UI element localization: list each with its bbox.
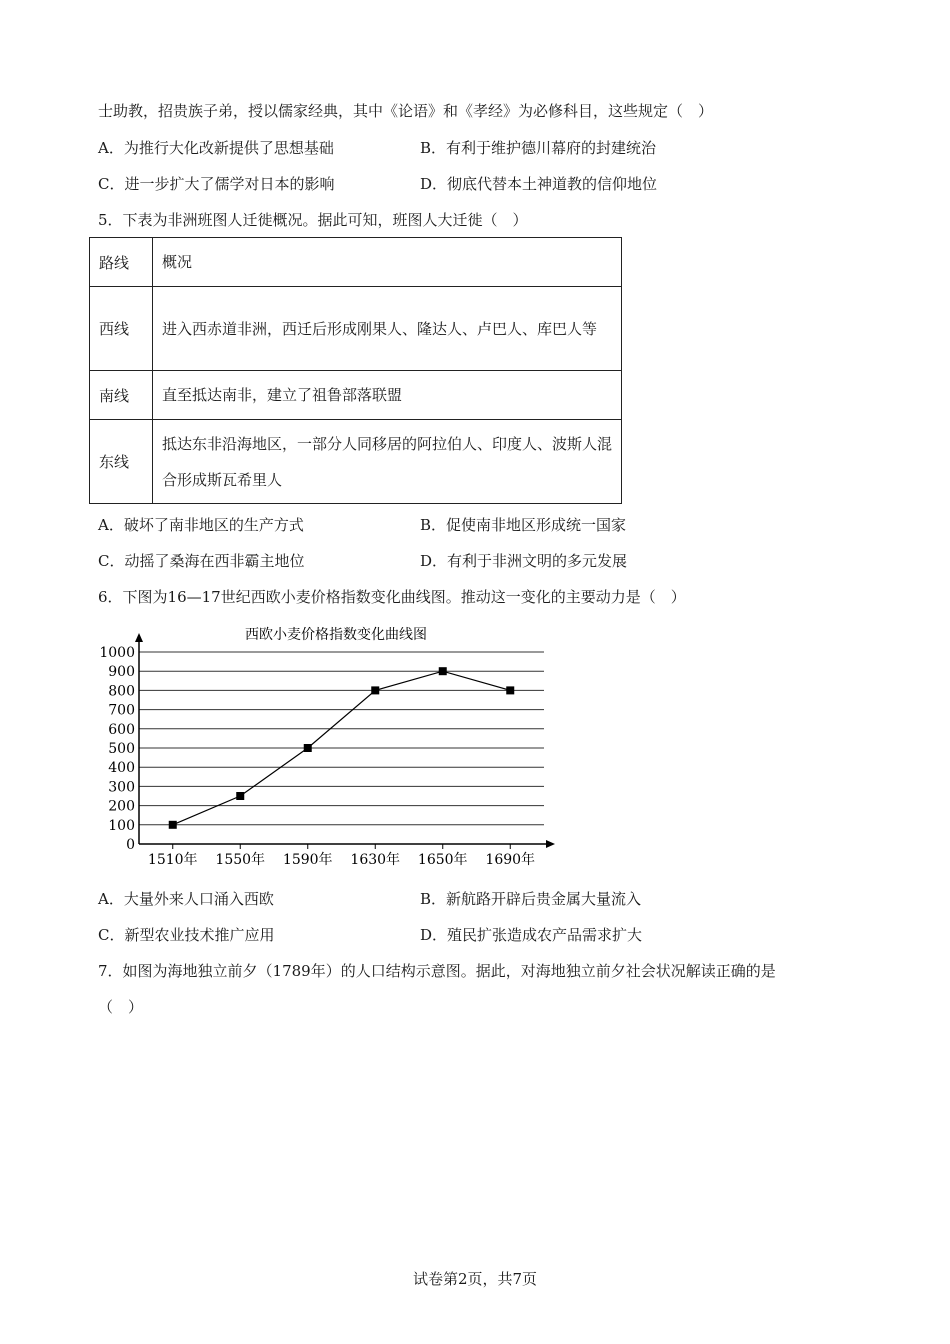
data-point xyxy=(439,667,447,675)
q4-option-b: B．有利于维护德川幕府的封建统治 xyxy=(420,139,657,157)
y-tick-label: 100 xyxy=(108,817,135,834)
table-cell-desc: 进入西赤道非洲，西迁后形成刚果人、隆达人、卢巴人、库巴人等 xyxy=(153,287,622,371)
x-tick-label: 1650年 xyxy=(417,852,468,868)
q6-option-c: C．新型农业技术推广应用 xyxy=(98,926,275,944)
q6-option-a: A．大量外来人口涌入西欧 xyxy=(98,890,274,908)
table-cell-route: 西线 xyxy=(90,287,153,371)
q7-stem: 7．如图为海地独立前夕（1789年）的人口结构示意图。据此，对海地独立前夕社会状况解读正确的是 xyxy=(98,962,776,980)
x-tick-label: 1630年 xyxy=(350,852,401,868)
q5-option-a: A．破坏了南非地区的生产方式 xyxy=(98,516,304,534)
table-cell-desc: 直至抵达南非，建立了祖鲁部落联盟 xyxy=(153,371,622,420)
wheat-price-chart xyxy=(88,620,558,875)
table-row xyxy=(90,420,622,504)
table-cell-route: 东线 xyxy=(90,420,153,504)
table-cell-desc: 抵达东非沿海地区，一部分人同移居的阿拉伯人、印度人、波斯人混合形成斯瓦希里人 xyxy=(153,420,622,504)
table-header-route: 路线 xyxy=(90,238,153,287)
y-axis-arrow xyxy=(135,633,143,642)
y-tick-label: 400 xyxy=(108,760,135,777)
x-tick-label: 1690年 xyxy=(485,852,536,868)
data-point xyxy=(304,744,312,752)
bantu-migration-table xyxy=(89,237,622,504)
q4-option-c: C．进一步扩大了儒学对日本的影响 xyxy=(98,175,335,193)
data-point xyxy=(236,792,244,800)
y-tick-label: 300 xyxy=(108,779,135,796)
table-row xyxy=(90,287,622,371)
q4-option-d: D．彻底代替本土神道教的信仰地位 xyxy=(420,175,658,193)
y-tick-label: 600 xyxy=(108,721,135,738)
y-tick-label: 800 xyxy=(108,683,135,700)
chart-title: 西欧小麦价格指数变化曲线图 xyxy=(245,627,427,643)
q5-option-b: B．促使南非地区形成统一国家 xyxy=(420,516,627,534)
data-point xyxy=(371,686,379,694)
y-tick-label: 0 xyxy=(126,837,135,853)
y-tick-label: 700 xyxy=(108,702,135,719)
table-cell-route: 南线 xyxy=(90,371,153,420)
x-tick-label: 1550年 xyxy=(215,852,266,868)
data-point xyxy=(169,821,177,829)
table-header-row xyxy=(90,238,622,287)
y-tick-label: 500 xyxy=(108,741,135,757)
x-tick-label: 1590年 xyxy=(282,852,333,868)
data-point xyxy=(506,686,514,694)
q5-option-d: D．有利于非洲文明的多元发展 xyxy=(420,552,628,570)
q6-option-b: B．新航路开辟后贵金属大量流入 xyxy=(420,890,642,908)
x-axis-arrow xyxy=(546,840,555,848)
q5-stem: 5．下表为非洲班图人迁徙概况。据此可知，班图人大迁徙（ ） xyxy=(98,211,528,229)
y-tick-label: 900 xyxy=(108,664,135,681)
q6-option-d: D．殖民扩张造成农产品需求扩大 xyxy=(420,926,643,944)
page-footer: 试卷第2页，共7页 xyxy=(412,1270,538,1288)
x-tick-label: 1510年 xyxy=(147,852,198,868)
q5-option-c: C．动摇了桑海在西非霸主地位 xyxy=(98,552,305,570)
y-tick-label: 1000 xyxy=(99,645,135,661)
table-header-desc: 概况 xyxy=(153,238,622,287)
q6-stem: 6．下图为16—17世纪西欧小麦价格指数变化曲线图。推动这一变化的主要动力是（ ） xyxy=(98,588,686,606)
q4-option-a: A．为推行大化改新提供了思想基础 xyxy=(98,139,334,157)
table-row xyxy=(90,371,622,420)
y-tick-label: 200 xyxy=(108,798,135,815)
q7-stem-continuation: （ ） xyxy=(98,998,144,1016)
q4-stem-continuation: 士助教，招贵族子弟，授以儒家经典，其中《论语》和《孝经》为必修科目，这些规定（ ） xyxy=(98,102,714,120)
